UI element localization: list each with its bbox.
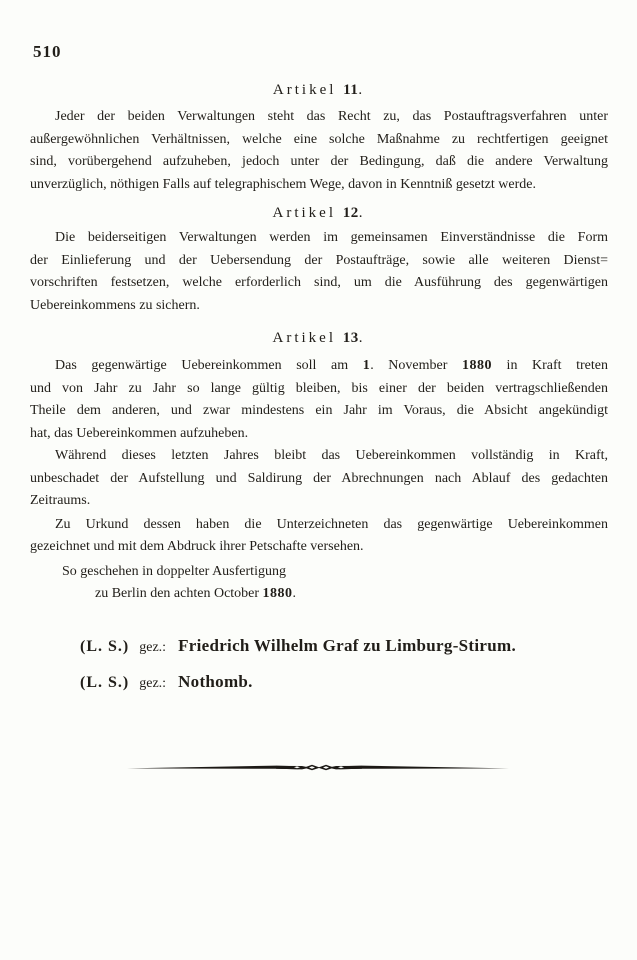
text-line: und von Jahr zu Jahr so lange gültig bleiben, bis einer der beiden vertragschließenden: [30, 380, 608, 396]
body-paragraph: [30, 514, 608, 559]
article-heading: Artikel 13.: [272, 330, 366, 346]
signature-row: [30, 632, 608, 662]
seal-mark: (L. S.): [80, 637, 130, 655]
document-body: [0, 80, 637, 698]
body-paragraph: [30, 355, 608, 445]
signatory-name: Nothomb.: [178, 671, 253, 691]
signed-abbreviation: gez.:: [139, 639, 167, 655]
text-line: außergewöhnlichen Verhältnissen, welche eine solche Maßnahme zu rechtfertigen geeignet: [30, 131, 608, 147]
text-line: Uebereinkommens zu sichern.: [30, 297, 200, 313]
antiqua-numeral: 12: [342, 205, 359, 221]
antiqua-numeral: 11: [343, 82, 359, 98]
text-line: Das gegenwärtige Uebereinkommen soll am 1. November 1880 in Kraft treten: [55, 358, 609, 373]
text-line: hat, das Uebereinkommen aufzuheben.: [30, 425, 249, 441]
text-line: zu Berlin den achten October 1880.: [95, 586, 297, 601]
text-line: unverzüglich, nöthigen Falls auf telegraphischem Wege, davon in Kenntniß gesetzt werde.: [30, 176, 536, 192]
text-line: Theile dem anderen, und zwar mindestens ein Jahr im Voraus, die Absicht angekündigt: [30, 403, 608, 418]
signatory-name: Friedrich Wilhelm Graf zu Limburg-Stirum.: [178, 635, 517, 655]
text-line: sind, vorübergehend aufzuheben, jedoch unter der Bedingung, daß die andere Verwaltung: [30, 154, 608, 169]
body-paragraph: [30, 106, 608, 196]
text-line: unbeschadet der Aufstellung und Saldirung der Abrechnungen nach Ablauf des gedachten: [30, 470, 608, 486]
closing-block: [30, 561, 608, 606]
text-line: der Einlieferung und der Uebersendung der Postaufträge, sowie alle weiteren Dienst=: [30, 252, 608, 268]
article-heading: Artikel 11.: [272, 82, 366, 98]
article-heading: Artikel 12.: [272, 205, 366, 221]
text-line: So geschehen in doppelter Ausfertigung: [62, 563, 286, 579]
page-number: 510: [33, 42, 62, 61]
antiqua-numeral: 13: [342, 330, 359, 346]
text-line: vorschriften festsetzen, welche erforderlich sind, um die Ausführung des gegenwärtigen: [30, 275, 608, 290]
text-line: Während dieses letzten Jahres bleibt das Uebereinkommen vollständig in Kraft,: [55, 448, 608, 463]
text-line: gezeichnet und mit dem Abdruck ihrer Petschafte versehen.: [30, 539, 364, 554]
text-line: Zu Urkund dessen haben die Unterzeichneten das gegenwärtige Uebereinkommen: [55, 516, 608, 532]
body-paragraph: [30, 227, 608, 317]
antiqua-numeral: 1880: [461, 358, 492, 373]
antiqua-numeral: 1: [362, 358, 371, 373]
footer-ornament-area: [0, 760, 637, 781]
decorative-swell-rule: [126, 760, 512, 776]
body-paragraph: [30, 445, 608, 513]
text-line: Zeitraums.: [30, 493, 91, 508]
seal-mark: (L. S.): [80, 673, 130, 691]
antiqua-numeral: 1880: [262, 586, 293, 601]
signature-row: [30, 668, 608, 698]
text-line: Die beiderseitigen Verwaltungen werden im gemeinsamen Einverständnisse die Form: [55, 230, 608, 245]
text-line: Jeder der beiden Verwaltungen steht das Recht zu, das Postauftragsverfahren unter: [55, 109, 608, 124]
signed-abbreviation: gez.:: [139, 675, 167, 691]
